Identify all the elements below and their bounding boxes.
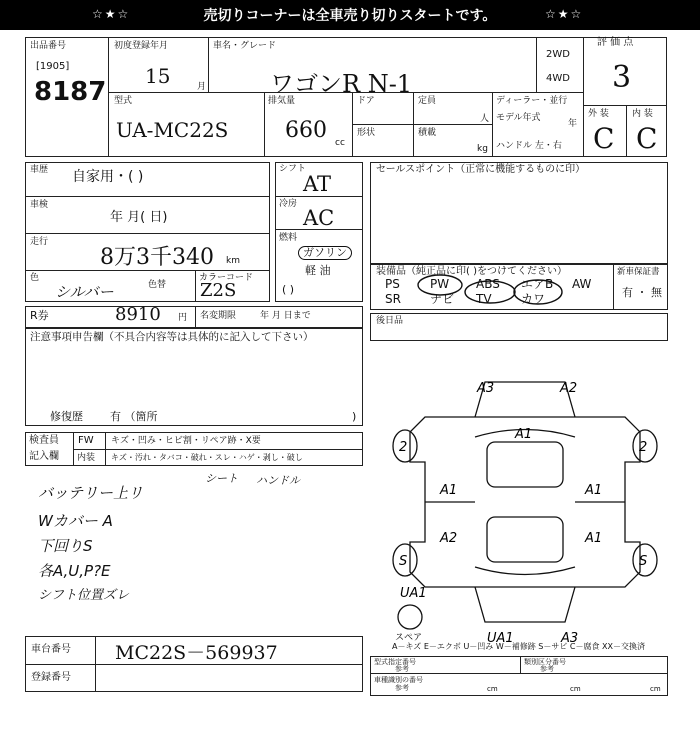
inspector-label-1: 検査員	[29, 435, 59, 446]
reg-label: 初度登録年月	[114, 41, 169, 51]
inspector-hw-1: シート	[205, 472, 238, 485]
equipment-label: 装備品（純正品に印( )をつけてください）	[376, 266, 567, 277]
spec-a-ref: 参考	[395, 665, 409, 673]
naisou-label: 内装	[77, 453, 96, 463]
spec-b-ref: 参考	[540, 665, 554, 673]
recycle-yen: 円	[178, 313, 188, 323]
fw-text: キズ・凹み・ヒビ割・リペア跡・X要	[111, 436, 261, 446]
note-line-5: シフト位置ズレ	[38, 588, 130, 603]
door-label: ドア	[357, 96, 375, 106]
shift-value: AT	[303, 172, 332, 196]
mark-front-right: A2	[560, 381, 578, 396]
mark-rear-left: UA1	[487, 631, 514, 646]
spec-a: 型式指定番号	[374, 658, 416, 666]
equip-leather: カワ	[521, 292, 546, 306]
chassis-label: 車台番号	[31, 644, 71, 655]
equip-airbag: エアB	[521, 277, 554, 291]
note-line-4: 各A,U,P?E	[38, 562, 111, 580]
mileage-label: 走行	[30, 237, 49, 247]
inspector-hw-2: ハンドル	[256, 474, 300, 487]
recycle-label: R券	[30, 309, 49, 322]
drive-2wd: 2WD	[546, 49, 570, 60]
history-value: 自家用・( )	[72, 169, 144, 185]
auction-sheet	[0, 30, 700, 700]
month-unit: 月	[197, 82, 207, 92]
year-unit: 年	[568, 119, 578, 129]
disp-value: 660	[285, 118, 327, 143]
mark-front-left: A3	[477, 381, 495, 396]
interior-label: 内 装	[632, 109, 653, 119]
repair-close: )	[352, 410, 357, 423]
equip-abs: ABS	[476, 277, 500, 291]
top-banner	[0, 0, 700, 30]
spec-cm-2: cm	[570, 685, 581, 693]
mark-left-front-wheel: 2	[399, 440, 408, 455]
mark-spare: UA1	[400, 586, 427, 601]
mark-right-door: A1	[585, 483, 603, 498]
handle-label: ハンドル 左・右	[496, 141, 562, 151]
shape-label: 形状	[357, 128, 376, 138]
banner-stars-right: ☆★☆	[545, 7, 584, 21]
mark-left-rear-wheel: S	[399, 554, 408, 569]
equip-aw: AW	[572, 277, 592, 291]
lot-number: 8187	[34, 77, 107, 107]
note-line-1: バッテリー上リ	[38, 484, 144, 502]
lot-small: [1905]	[36, 61, 70, 72]
drive-4wd: 4WD	[546, 73, 570, 84]
dealer-label: ディーラー・並行	[496, 96, 568, 106]
chassis-value: MC22S－569937	[115, 642, 278, 664]
fw-label: FW	[78, 435, 94, 446]
banner-stars-left: ☆★☆	[92, 7, 131, 21]
recycle-value: 8910	[115, 304, 161, 325]
after-box	[370, 313, 668, 341]
fuel-gas: ガソリン	[298, 246, 352, 260]
warranty-label: 新車保証書	[617, 267, 660, 277]
interior-value: C	[636, 122, 658, 155]
color-change-label: 色替	[148, 280, 167, 290]
naisou-text: キズ・汚れ・タバコ・破れ・スレ・ハゲ・剥し・破し	[111, 453, 303, 462]
equip-pw: PW	[430, 277, 450, 291]
spec-c: 車種識別の番号	[374, 676, 423, 684]
score-value: 3	[612, 60, 632, 95]
mark-hood: A1	[515, 427, 533, 442]
inspector-label-2: 記入欄	[29, 451, 59, 462]
sales-label: セールスポイント（正常に機能するものに印）	[376, 164, 586, 175]
exterior-label: 外 装	[588, 109, 609, 119]
fuel-label: 燃料	[279, 233, 298, 243]
equip-sr: SR	[385, 292, 401, 306]
repair-value: 有 （箇所	[110, 410, 158, 423]
mark-right-front-wheel: 2	[639, 440, 648, 455]
banner-text: 売切りコーナーは全車売り切りスタートです。	[203, 8, 497, 24]
name-value: ワゴンR N-1	[270, 70, 413, 98]
load-unit: kg	[477, 144, 488, 154]
note-line-2: Wカバー A	[38, 512, 113, 530]
mark-right-rear: A1	[585, 531, 603, 546]
equip-tv: TV	[476, 292, 492, 306]
spare-label: スペア	[395, 633, 423, 643]
spec-cm-1: cm	[487, 685, 498, 693]
shaken-label: 車検	[30, 200, 49, 210]
aircon-label: 冷房	[279, 199, 298, 209]
km-unit: km	[226, 256, 240, 266]
equip-ps: PS	[385, 277, 400, 291]
fuel-paren: ( )	[282, 283, 295, 296]
shift-label: シフト	[279, 164, 307, 174]
model-label: 型式	[114, 96, 133, 106]
exterior-value: C	[593, 122, 615, 155]
damage-legend: A－キズ E－エクボ U－凹み W－補修跡 S－サビ C－腐食 XX－交換済	[392, 642, 646, 651]
recycle-box	[25, 306, 363, 328]
mark-right-rear-wheel: S	[639, 554, 648, 569]
car-diagram	[365, 342, 695, 652]
mileage-value: 8万3千340	[100, 245, 214, 270]
mark-rear-right: A3	[561, 631, 579, 646]
note-line-3: 下回りS	[38, 537, 93, 555]
color-code-label: カラーコード	[199, 273, 254, 283]
notes-label: 注意事項申告欄（不具合内容等は具体的に記入して下さい）	[30, 331, 314, 343]
load-label: 積載	[418, 128, 437, 138]
reg-year: 15	[145, 64, 171, 88]
after-label: 後日品	[376, 316, 404, 326]
history-label: 車歴	[30, 165, 49, 175]
mark-left-door: A1	[440, 483, 458, 498]
registration-label: 登録番号	[31, 672, 71, 683]
spec-c-ref: 参考	[395, 684, 409, 692]
spec-b: 類別区分番号	[524, 658, 566, 666]
capacity-label: 定員	[418, 96, 437, 106]
shaken-value: 年 月( 日)	[110, 210, 168, 225]
color-value: シルバー	[55, 283, 114, 301]
equip-navi: ナビ	[430, 292, 455, 306]
capacity-unit: 人	[480, 114, 490, 124]
repair-label: 修復歴	[50, 410, 83, 423]
disp-label: 排気量	[268, 96, 296, 106]
model-year-label: モデル年式	[496, 113, 541, 123]
cc-unit: cc	[335, 138, 345, 148]
model-value: UA-MC22S	[116, 118, 229, 142]
warranty-value: 有 ・ 無	[622, 286, 662, 299]
aircon-value: AC	[303, 206, 335, 230]
fuel-diesel: 軽 油	[305, 264, 331, 277]
color-label: 色	[30, 273, 40, 283]
owner-label: 名変期限	[200, 311, 237, 321]
score-label: 評 価 点	[597, 37, 634, 48]
lot-label: 出品番号	[30, 41, 67, 51]
spec-cm-3: cm	[650, 685, 661, 693]
color-code-value: Z2S	[200, 280, 237, 301]
owner-value: 年 月 日まで	[260, 311, 311, 321]
mark-left-rear: A2	[440, 531, 458, 546]
name-label: 車名・グレード	[213, 41, 277, 51]
